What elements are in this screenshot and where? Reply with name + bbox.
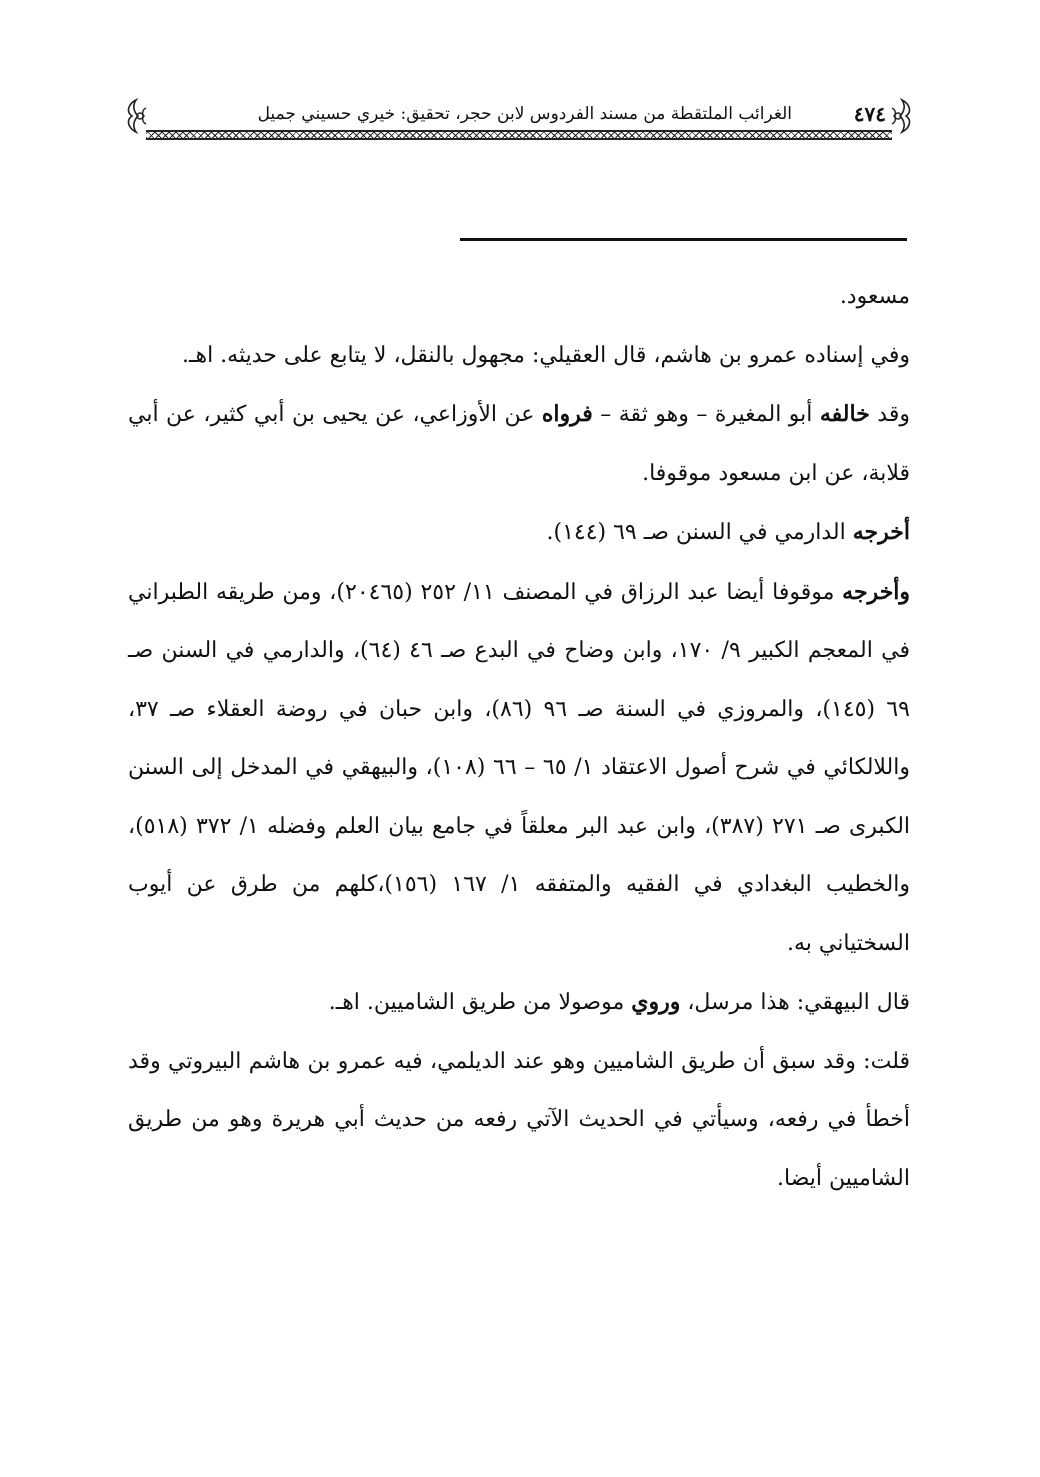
p6-text-c: موصولا من طريق الشاميين. اهـ.: [328, 990, 632, 1015]
paragraph-5: [128, 563, 910, 974]
paragraph-3: [128, 385, 910, 503]
p4-text: الدارمي في السنن صـ ٦٩ (١٤٤).: [546, 520, 853, 545]
page-header: [128, 96, 910, 146]
p5-text: موقوفا أيضا عبد الرزاق في المصنف ١١/ ٢٥٢ (٢٠٤٦٥)، ومن طريقه الطبراني في المعجم الكبير ٩/ ١٧٠، وابن وضاح في البدع صـ ٤٦ (٦٤)، والدارمي في السنن صـ ٦٩ (١٤٥)، والمروزي في السنة صـ ٩٦ (٨٦)، وابن حبان في روضة العقلاء صـ ٣٧، واللالكائي في شرح أصول الاعتقاد ١/ ٦٥ – ٦٦ (١٠٨)، والبيهقي في المدخل إلى السنن الكبرى صـ ٢٧١ (٣٨٧)، وابن عبد البر معلقاً في جامع بيان العلم وفضله ١/ ٣٧٢ (٥١٨)، والخطيب البغدادي في الفقيه والمتفقه ١/ ١٦٧ (١٥٦)،كلهم من طرق عن أيوب السختياني به.: [128, 579, 911, 956]
p6-text-a: قال البيهقي: هذا مرسل،: [680, 990, 910, 1015]
running-title: الغرائب الملتقطة من مسند الفردوس لابن حجر، تحقيق: خيري حسيني جميل: [257, 104, 792, 124]
paragraph-4: [128, 503, 910, 563]
p3-bold-farawahu: فرواه: [541, 401, 593, 427]
paragraph-6: [128, 973, 910, 1033]
ornament-right-icon: [888, 98, 916, 134]
p3-text-c: أبو المغيرة – وهو ثقة –: [592, 402, 820, 427]
paragraph-1: مسعود.: [839, 284, 910, 309]
footnote-body: [128, 268, 910, 1208]
p3-text-e: عن الأوزاعي، عن يحيى بن أبي كثير، عن أبي قلابة، عن ابن مسعود موقوفا.: [128, 402, 910, 486]
page-number: ٤٧٤: [853, 102, 886, 126]
p3-bold-khalafahu: خالفه: [819, 401, 870, 427]
footnote-separator: [460, 238, 907, 241]
header-ornamental-rule: [146, 130, 892, 140]
paragraph-7: قلت: وقد سبق أن طريق الشاميين وهو عند الديلمي، فيه عمرو بن هاشم البيروتي وقد أخطأ في رفعه، وسيأتي في الحديث الآتي رفعه من حديث أبي هريرة وهو من طريق الشاميين أيضا.: [128, 1048, 910, 1191]
p3-text-a: وقد: [869, 402, 910, 427]
p4-bold-akhrajahu: أخرجه: [852, 519, 910, 545]
paragraph-2: وفي إسناده عمرو بن هاشم، قال العقيلي: مجهول بالنقل، لا يتابع على حديثه. اهـ.: [182, 342, 910, 368]
ornament-left-icon: [122, 98, 150, 134]
p5-bold-wa-akhrajahu: وأخرجه: [842, 578, 911, 605]
p6-bold-wa-ruwiya: وروي: [631, 989, 681, 1015]
